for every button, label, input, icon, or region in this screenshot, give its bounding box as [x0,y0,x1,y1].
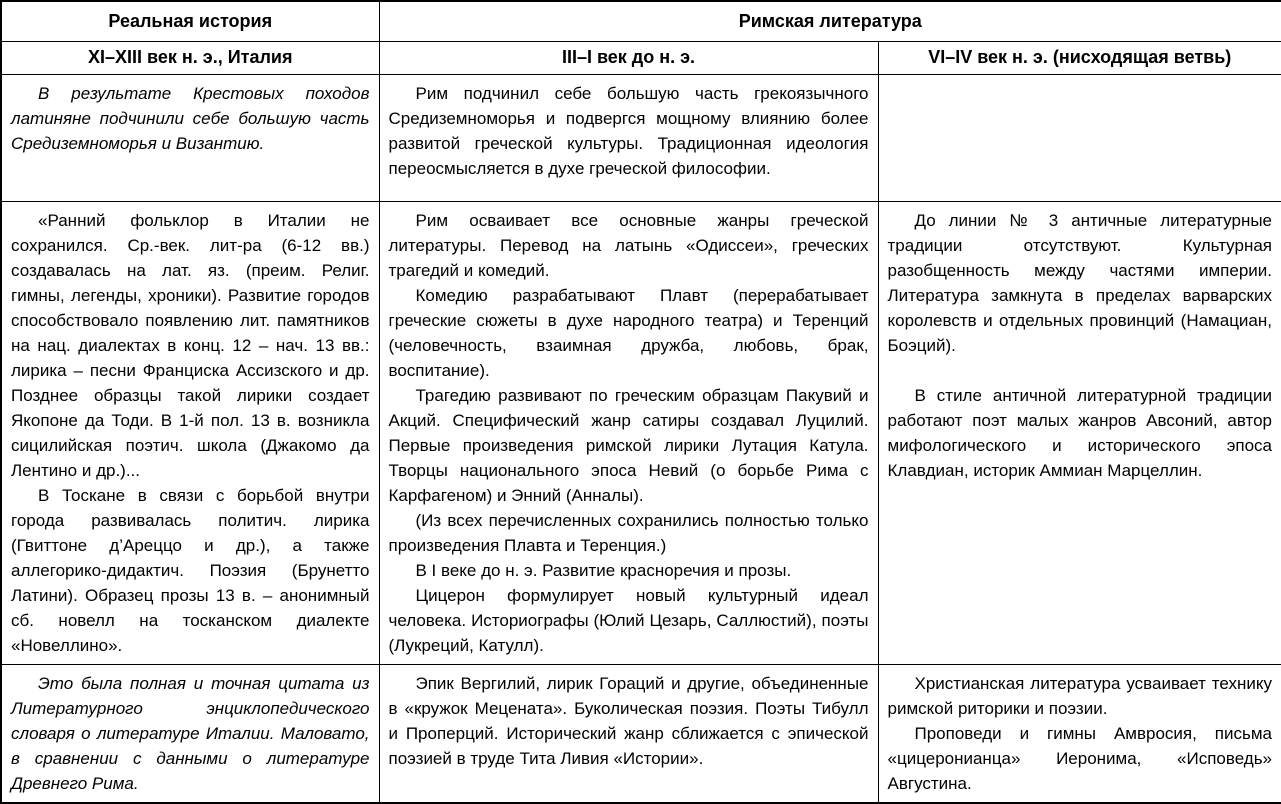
header-period-italy: XI–XIII век н. э., Италия [1,41,379,74]
header-period-republic: III–I век до н. э. [379,41,878,74]
header-roman-literature: Римская литература [379,1,1281,41]
cell-row3-late [878,664,1281,803]
paragraph: Это была полная и точная цитата из Литературного энциклопедического словаря о литературе Италии. Маловато, в сравнении с данными о литературе Древнего Рима. [11,673,370,793]
paragraph: Рим подчинил себе большую часть грекоязычного Средиземноморья и подвергся мощному влиянию более развитой греческой культуры. Традиционная идеология переосмысляется в духе греческой философии. [388,83,869,178]
cell-row1-italy [1,74,379,201]
paragraph: В I веке до н. э. Развитие красноречия и прозы. [415,560,792,580]
paragraph: Эпик Вергилий, лирик Гораций и другие, объединенные в «кружок Мецената». Буколическая поэзия. Поэты Тибулл и Проперций. Исторический жанр сближается с эпической поэзией в труде Тита Ливия «Истории». [388,673,869,768]
paragraph: Трагедию развивают по греческим образцам Пакувий и Акций. Специфический жанр сатиры создавал Луцилий. Первые произведения римской лирики Лутация Катула. Творцы национального эпоса Невий (о борьбе Рима с Карфагеном) и Энний (Анналы). [388,385,869,505]
paragraph: Христианская литература усваивает технику римской риторики и поэзии. [887,673,1272,718]
header-period-late: VI–IV век н. э. (нисходящая ветвь) [878,41,1281,74]
paragraph: «Ранний фольклор в Италии не сохранился. Ср.-век. лит-ра (6-12 вв.) создавалась на лат. яз. (преим. Религ. гимны, легенды, хроники). Развитие городов способствовало появлению лит. памятников на нац. диалектах в конц. 12 – нач. 13 вв.: лирика – песни Франциска Ассизского и др. Позднее образцы такой лирики создает Якопоне да Тоди. В 1-й пол. 13 в. возникла сицилийская поэтич. школа (Джакомо да Лентино и др.)... [11,210,370,480]
header-real-history: Реальная история [1,1,379,41]
body-row-3 [1,664,1281,803]
cell-row2-italy [1,201,379,664]
header-row-periods [1,41,1281,74]
cell-row2-late [878,201,1281,664]
cell-row1-rome [379,74,878,201]
header-row-top [1,1,1281,41]
paragraph: В стиле античной литературной традиции работают поэт малых жанров Авсоний, автор мифологического и исторического эпоса Клавдиан, историк Аммиан Марцеллин. [887,385,1272,480]
cell-row3-italy [1,664,379,803]
cell-row1-late-empty [878,74,1281,201]
paragraph: Цицерон формулирует новый культурный идеал человека. Историографы (Юлий Цезарь, Саллюстий), поэты (Лукреций, Катулл). [388,585,869,655]
cell-row3-rome [379,664,878,803]
paragraph: Проповеди и гимны Амвросия, письма «цицеронианца» Иеронима, «Исповедь» Августина. [887,723,1272,793]
paragraph: (Из всех перечисленных сохранились полностью только произведения Плавта и Теренция.) [388,510,869,555]
body-row-2 [1,201,1281,664]
paragraph: В результате Крестовых походов латиняне подчинили себе большую часть Средиземноморья и Византию. [11,83,370,153]
paragraph: Рим осваивает все основные жанры греческой литературы. Перевод на латынь «Одиссеи», греческих трагедий и комедий. [388,210,869,280]
body-row-1 [1,74,1281,201]
paragraph: До линии № 3 античные литературные традиции отсутствуют. Культурная разобщенность между частями империи. Литература замкнута в пределах варварских королевств и отдельных провинций (Намациан, Боэций). [887,210,1272,355]
cell-row2-rome [379,201,878,664]
paragraph: Комедию разрабатывают Плавт (перерабатывает греческие сюжеты в духе народного театра) и Теренций (человечность, взаимная дружба, любовь, брак, воспитание). [388,285,869,380]
paragraph: В Тоскане в связи с борьбой внутри города развивалась политич. лирика (Гвиттоне д’Ареццо и др.), а также аллегорико-дидактич. Поэзия (Брунетто Латини). Образец прозы 13 в. – анонимный сб. новелл на тосканском диалекте «Новеллино». [11,485,370,655]
